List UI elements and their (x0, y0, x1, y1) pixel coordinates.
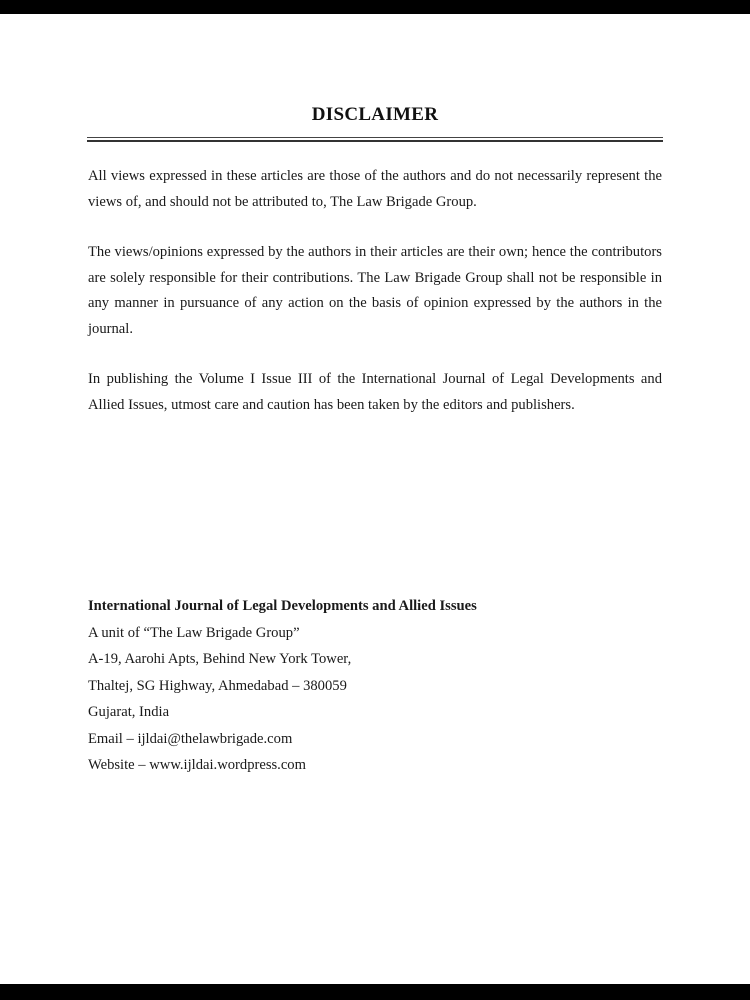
journal-name: International Journal of Legal Developments and Allied Issues (88, 598, 477, 614)
publisher-address-block (88, 593, 648, 779)
disclaimer-paragraph-3: In publishing the Volume I Issue III of the International Journal of Legal Developments and Allied Issues, utmost care and caution has been taken by the editors and publishers. (88, 371, 662, 413)
email-line: Email – ijldai@thelawbrigade.com (88, 730, 293, 747)
unit-line: A unit of “The Law Brigade Group” (88, 624, 300, 641)
disclaimer-paragraph-1: All views expressed in these articles are those of the authors and do not necessarily represent the views of, and should not be attributed to, The Law Brigade Group. (88, 168, 662, 210)
page-title: DISCLAIMER (311, 104, 439, 125)
title-underline-thin (87, 137, 663, 138)
address-line-3: Gujarat, India (88, 704, 170, 720)
website-line: Website – www.ijldai.wordpress.com (88, 757, 306, 773)
disclaimer-paragraph-2: The views/opinions expressed by the authors in their articles are their own; hence the contributors are solely responsible for their contributions. The Law Brigade Group shall not be responsible in any manner in pursuance of any action on the basis of opinion expressed by the authors in the journal. (88, 244, 662, 337)
title-underline-thick (87, 140, 663, 142)
address-line-2: Thaltej, SG Highway, Ahmedabad – 380059 (88, 677, 347, 694)
address-line-1: A-19, Aarohi Apts, Behind New York Tower, (88, 651, 352, 667)
document-page (0, 14, 750, 984)
